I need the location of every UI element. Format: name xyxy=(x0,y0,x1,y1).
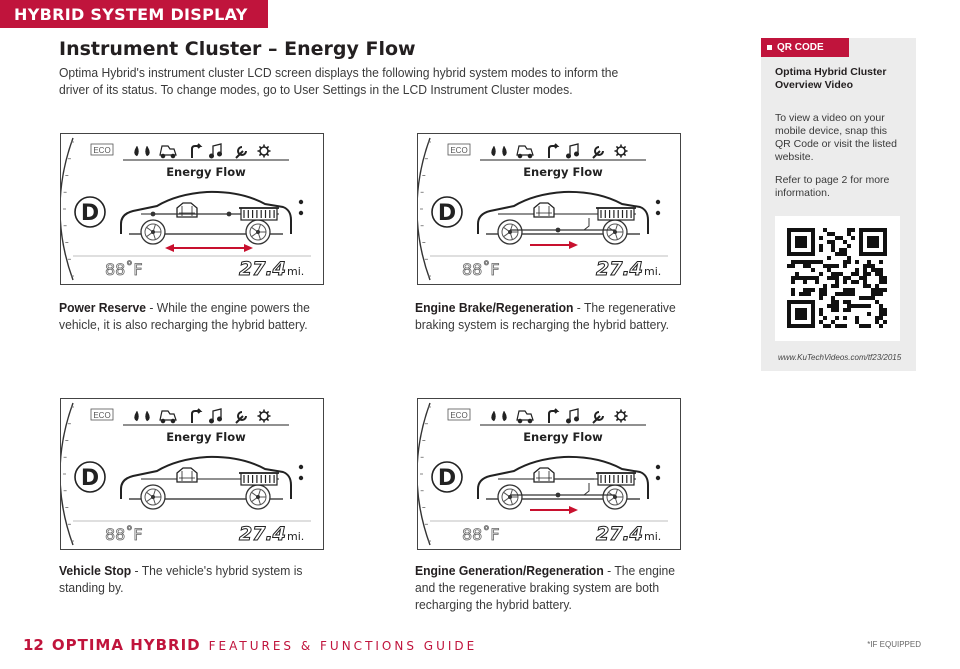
eco-label: ECO xyxy=(450,146,468,155)
leaf-icon xyxy=(492,411,507,421)
gauge-arc xyxy=(418,138,430,280)
section-tab: HYBRID SYSTEM DISPLAY xyxy=(0,0,268,28)
turn-arrow-icon xyxy=(549,409,557,423)
car-wheel-icon xyxy=(171,154,175,158)
wheel-icon xyxy=(141,485,165,509)
gear-letter: D xyxy=(437,466,457,491)
wheel-icon xyxy=(603,220,627,244)
caption-title: Power Reserve xyxy=(59,300,147,315)
settings-gear-icon xyxy=(258,145,271,158)
turn-arrow-icon xyxy=(549,144,557,158)
qr-modules xyxy=(787,228,887,328)
gear-indicator xyxy=(75,197,105,227)
page-number: 12 xyxy=(23,636,44,654)
caption-title: Engine Generation/Regeneration xyxy=(415,563,604,578)
turn-arrow-icon xyxy=(192,144,200,158)
eco-label: ECO xyxy=(93,146,111,155)
leaf-icon xyxy=(135,146,150,156)
settings-gear-icon xyxy=(258,410,271,423)
arrow-head-left xyxy=(165,244,174,252)
temperature-readout: 88˚F xyxy=(462,525,500,544)
hybrid-battery-icon xyxy=(596,208,636,220)
sidebar-text-reference: Refer to page 2 for more information. xyxy=(775,174,890,199)
car-wheel-icon xyxy=(518,419,522,423)
arrow-head-right xyxy=(244,244,253,252)
gear-letter: D xyxy=(80,201,100,226)
gear-indicator xyxy=(432,462,462,492)
wrench-icon xyxy=(236,412,246,423)
wheel-icon xyxy=(498,485,522,509)
caption-engine-brake-regeneration xyxy=(415,299,691,333)
indicator-dot xyxy=(656,476,660,480)
footer-guide-title: FEATURES & FUNCTIONS GUIDE xyxy=(208,639,478,653)
gauge-arc xyxy=(61,403,73,545)
eco-badge xyxy=(91,409,113,420)
sidebar-text-instructions: To view a video on your mobile device, snap this QR Code or visit the listed website. xyxy=(775,112,897,163)
mode-icons xyxy=(492,144,628,158)
energy-flow-heading: Energy Flow xyxy=(166,430,246,444)
qr-code-tab xyxy=(761,38,849,57)
caption-title: Engine Brake/Regeneration xyxy=(415,300,574,315)
indicator-dot xyxy=(656,465,660,469)
wheel-icon xyxy=(246,485,270,509)
video-url-link[interactable]: www.KuTechVideos.com/tf23/2015 xyxy=(778,353,902,362)
caption-text: - The engine and the regenerative braking system are both recharging the hybrid battery. xyxy=(415,563,676,612)
music-note-head xyxy=(575,152,579,156)
gear-indicator xyxy=(75,462,105,492)
car-icon xyxy=(517,411,533,420)
engine-icon xyxy=(177,468,197,482)
mode-icons xyxy=(492,409,628,423)
caption-text: - The vehicle's hybrid system is standing by. xyxy=(59,563,303,595)
range-unit: mi. xyxy=(644,530,662,543)
settings-gear-icon xyxy=(615,410,628,423)
caption-engine-generation-regeneration xyxy=(415,562,691,613)
car-icon xyxy=(517,146,533,155)
music-note-head xyxy=(210,154,214,158)
music-note-head xyxy=(575,417,579,421)
energy-flow-heading: Energy Flow xyxy=(166,165,246,179)
range-value: 27.4 xyxy=(596,258,643,280)
car-wheel-icon xyxy=(161,419,165,423)
arrow-head-right xyxy=(569,506,578,514)
wrench-icon xyxy=(236,147,246,158)
engine-icon xyxy=(177,203,197,217)
mode-icons xyxy=(135,144,271,158)
gauge-arc xyxy=(418,403,430,545)
music-note-head xyxy=(210,419,214,423)
settings-gear-icon xyxy=(615,145,628,158)
qr-code-tab-label: QR CODE xyxy=(777,42,824,53)
cluster-panel-engine-generation-regeneration xyxy=(417,398,681,550)
hybrid-battery-icon xyxy=(239,473,279,485)
caption-text: - The regenerative braking system is recharging the hybrid battery. xyxy=(415,300,676,332)
temperature-readout: 88˚F xyxy=(105,525,143,544)
music-note-head xyxy=(218,417,222,421)
indicator-dot xyxy=(299,465,303,469)
car-icon xyxy=(160,146,176,155)
energy-flow-heading: Energy Flow xyxy=(523,165,603,179)
footer-brand: OPTIMA HYBRID xyxy=(51,636,201,654)
footer xyxy=(23,636,477,654)
cluster-panel-engine-brake-regeneration xyxy=(417,133,681,285)
wheel-icon xyxy=(141,220,165,244)
caption-title: Vehicle Stop xyxy=(59,563,132,578)
caption-power-reserve xyxy=(59,299,335,333)
if-equipped-note: *IF EQUIPPED xyxy=(867,640,921,649)
engine-icon xyxy=(534,203,554,217)
eco-label: ECO xyxy=(93,411,111,420)
wheel-icon xyxy=(603,485,627,509)
gauge-arc xyxy=(61,138,73,280)
mode-icons xyxy=(135,409,271,423)
car-wheel-icon xyxy=(518,154,522,158)
indicator-dot xyxy=(299,200,303,204)
cluster-panel-power-reserve xyxy=(60,133,324,285)
qr-code-image[interactable] xyxy=(775,216,900,341)
indicator-dot xyxy=(656,200,660,204)
eco-label: ECO xyxy=(450,411,468,420)
music-note-head xyxy=(218,152,222,156)
gear-letter: D xyxy=(437,201,457,226)
car-icon xyxy=(160,411,176,420)
car-wheel-icon xyxy=(161,154,165,158)
arrow-head-right xyxy=(569,241,578,249)
range-unit: mi. xyxy=(644,265,662,278)
eco-badge xyxy=(448,144,470,155)
eco-badge xyxy=(448,409,470,420)
wheel-icon xyxy=(498,220,522,244)
indicator-dot xyxy=(656,211,660,215)
turn-arrow-icon xyxy=(192,409,200,423)
hybrid-battery-icon xyxy=(239,208,279,220)
energy-flow-heading: Energy Flow xyxy=(523,430,603,444)
eco-badge xyxy=(91,144,113,155)
cluster-panel-vehicle-stop xyxy=(60,398,324,550)
indicator-dot xyxy=(299,211,303,215)
music-note-head xyxy=(567,154,571,158)
car-wheel-icon xyxy=(528,154,532,158)
square-bullet-icon xyxy=(767,45,772,50)
leaf-icon xyxy=(135,411,150,421)
temperature-readout: 88˚F xyxy=(105,260,143,279)
intro-paragraph: Optima Hybrid's instrument cluster LCD screen displays the following hybrid system modes to inform the driver of its status. To change modes, go to User Settings in the LCD Instrument Cluster modes. xyxy=(59,65,619,97)
music-note-head xyxy=(567,419,571,423)
temperature-readout: 88˚F xyxy=(462,260,500,279)
car-wheel-icon xyxy=(528,419,532,423)
sidebar-title: Optima Hybrid Cluster Overview Video xyxy=(775,66,887,91)
range-unit: mi. xyxy=(287,265,305,278)
gear-letter: D xyxy=(80,466,100,491)
hybrid-battery-icon xyxy=(596,473,636,485)
wrench-icon xyxy=(593,147,603,158)
caption-text: - While the engine powers the vehicle, it is also recharging the hybrid battery. xyxy=(59,300,310,332)
leaf-icon xyxy=(492,146,507,156)
range-value: 27.4 xyxy=(596,523,643,545)
engine-icon xyxy=(534,468,554,482)
range-value: 27.4 xyxy=(239,523,286,545)
energy-flow-lines xyxy=(151,212,253,252)
page-title: Instrument Cluster – Energy Flow xyxy=(59,38,416,60)
car-wheel-icon xyxy=(171,419,175,423)
wheel-icon xyxy=(246,220,270,244)
indicator-dot xyxy=(299,476,303,480)
wrench-icon xyxy=(593,412,603,423)
gear-indicator xyxy=(432,197,462,227)
range-unit: mi. xyxy=(287,530,305,543)
caption-vehicle-stop xyxy=(59,562,335,596)
range-value: 27.4 xyxy=(239,258,286,280)
